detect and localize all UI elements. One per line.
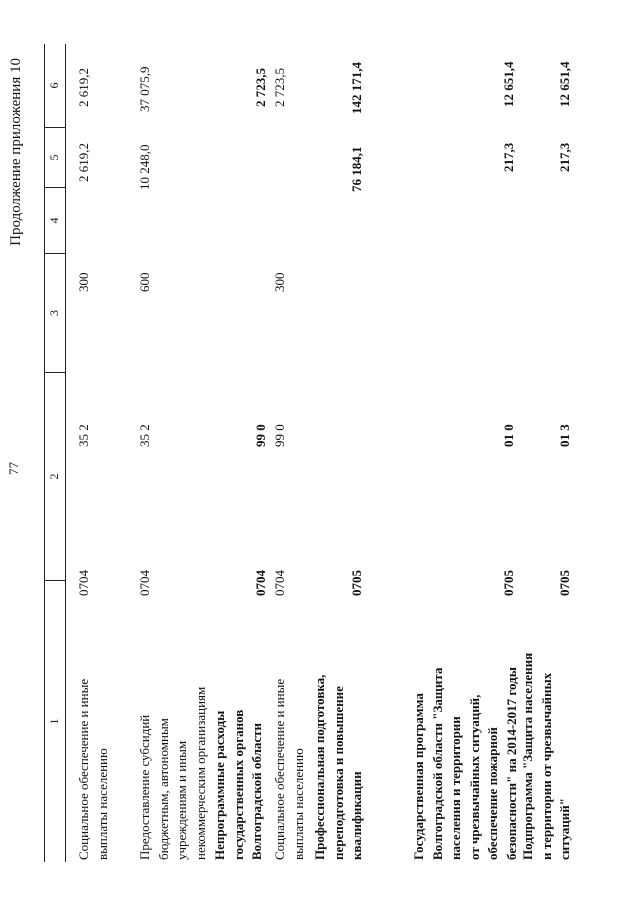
row-5-col5: 76 184,1 bbox=[349, 146, 364, 192]
header-divider bbox=[45, 127, 65, 128]
row-4-col2: 0704 bbox=[272, 570, 287, 596]
row-3-name: Непрограммные расходы государственных органов Волгоградской области bbox=[212, 709, 264, 860]
table-header bbox=[45, 44, 66, 862]
header-col-2: 2 bbox=[47, 473, 61, 480]
row-6-col5: 217,3 bbox=[501, 142, 516, 172]
row-7-col5: 217,3 bbox=[557, 142, 572, 172]
row-2-col4: 600 bbox=[137, 272, 152, 292]
row-5-col6: 142 171,4 bbox=[349, 62, 364, 114]
row-2-col3: 35 2 bbox=[137, 424, 152, 447]
continuation-label: Продолжение приложения 10 bbox=[8, 58, 24, 246]
row-1-col6: 2 619,2 bbox=[76, 68, 91, 107]
header-col-1: 1 bbox=[47, 718, 61, 725]
row-2-col6: 37 075,9 bbox=[137, 66, 152, 112]
header-divider bbox=[45, 372, 65, 373]
row-2-col5: 10 248,0 bbox=[137, 144, 152, 190]
header-col-6: 6 bbox=[47, 82, 61, 89]
row-1-col2: 0704 bbox=[76, 570, 91, 596]
row-6-col6: 12 651,4 bbox=[501, 61, 516, 107]
row-1-col5: 2 619,2 bbox=[76, 143, 91, 182]
row-6-col3: 01 0 bbox=[501, 424, 516, 447]
header-col-4: 4 bbox=[47, 217, 61, 224]
row-2-col2: 0704 bbox=[137, 570, 152, 596]
row-2-name: Предоставление субсидий бюджетным, автономным учреждениям и иным некоммерческим организациям bbox=[137, 686, 208, 860]
page-number: 77 bbox=[6, 462, 21, 475]
budget-table bbox=[44, 44, 605, 862]
row-1-col3: 35 2 bbox=[76, 424, 91, 447]
row-7-name: Подпрограмма "Защита населения и территории от чрезвычайных ситуаций" bbox=[520, 652, 572, 860]
row-7-col3: 01 3 bbox=[557, 424, 572, 447]
header-divider bbox=[45, 580, 65, 581]
row-4-col3: 99 0 bbox=[272, 424, 287, 447]
header-col-3: 3 bbox=[47, 310, 61, 316]
header-col-5: 5 bbox=[47, 154, 61, 161]
header-divider bbox=[45, 253, 65, 254]
row-4-name: Социальное обеспечение и иные выплаты населению bbox=[272, 678, 306, 860]
row-5-name: Профессиональная подготовка, переподготовка и повышение квалификации bbox=[312, 674, 364, 860]
row-4-col6: 2 723,5 bbox=[272, 68, 287, 107]
row-3-col2: 0704 bbox=[253, 570, 268, 596]
row-7-col6: 12 651,4 bbox=[557, 61, 572, 107]
row-1-col4: 300 bbox=[76, 272, 91, 292]
row-4-col4: 300 bbox=[272, 272, 287, 292]
row-5-col2: 0705 bbox=[349, 570, 364, 596]
row-1-name: Социальное обеспечение и иные выплаты населению bbox=[76, 678, 110, 860]
header-divider bbox=[45, 187, 65, 188]
row-3-col3: 99 0 bbox=[253, 424, 268, 447]
row-6-col2: 0705 bbox=[501, 570, 516, 596]
row-3-col6: 2 723,5 bbox=[253, 68, 268, 107]
row-7-col2: 0705 bbox=[557, 570, 572, 596]
row-6-name: Государственная программа Волгоградской области "Защита населения и территории от чрезвычайных ситуаций, обеспечение пожарной безопасности" на 2014-2017 годы bbox=[411, 667, 519, 860]
